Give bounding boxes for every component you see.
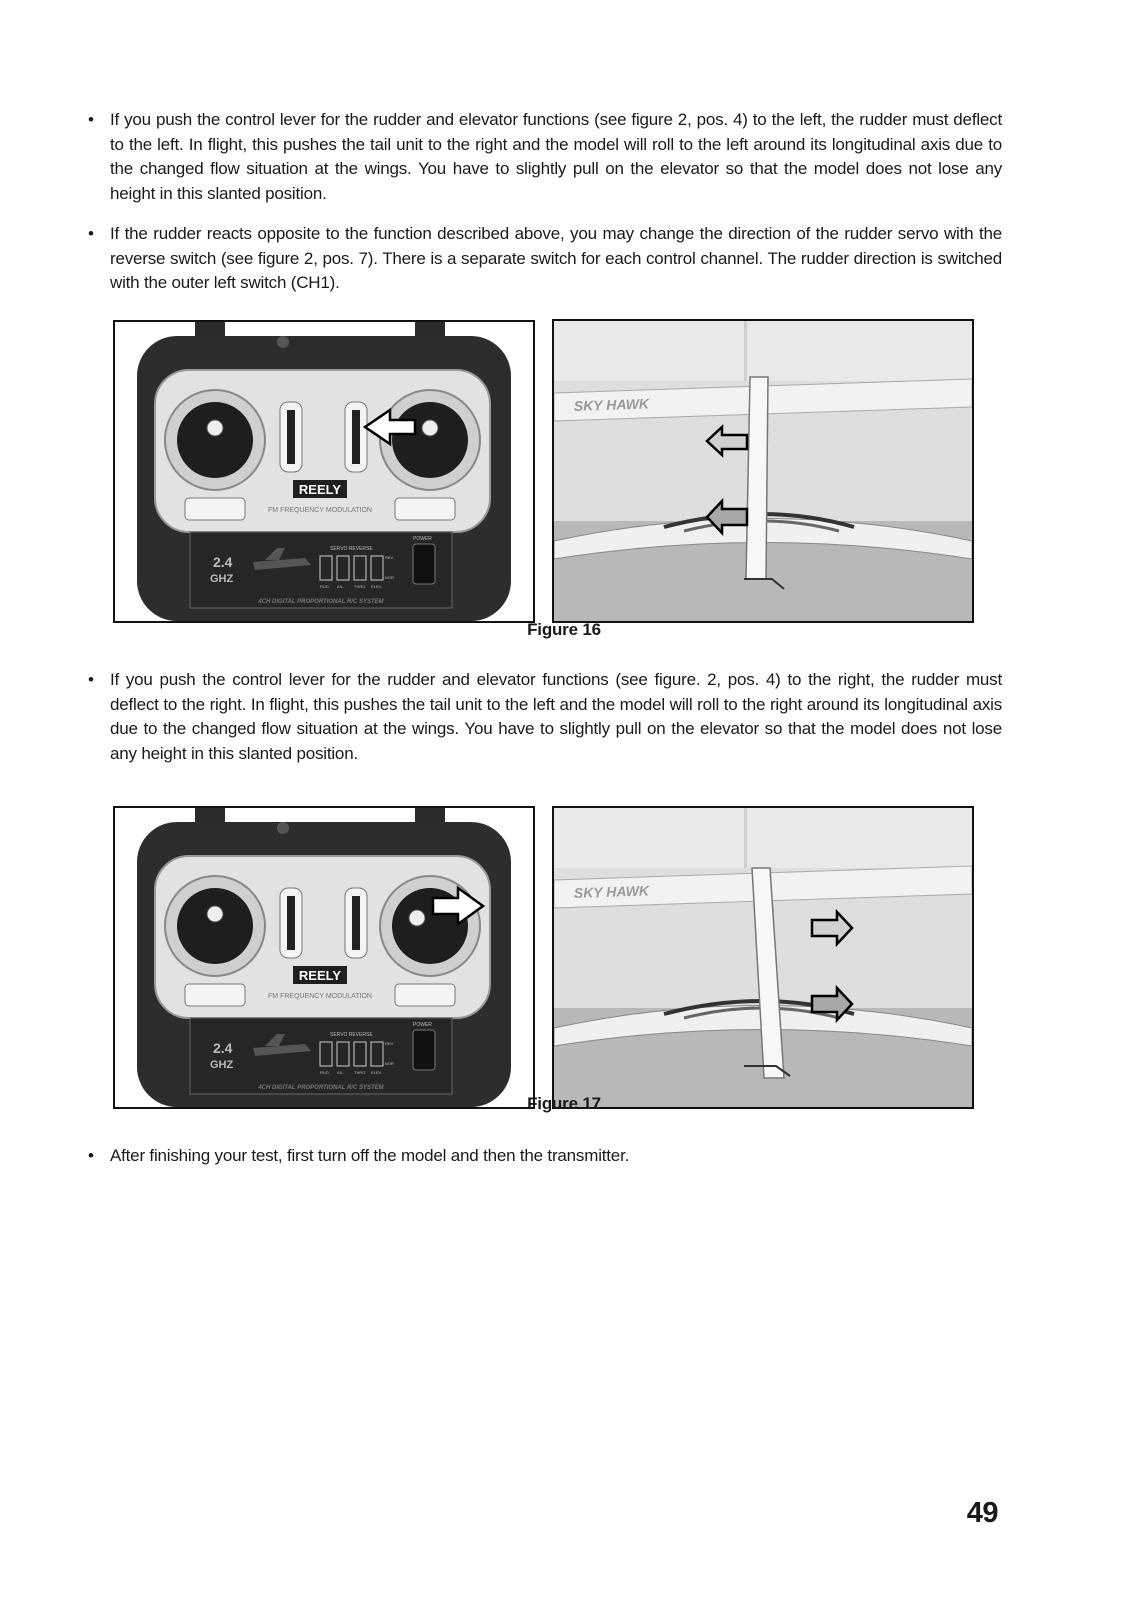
nor-label: NOR: [385, 575, 394, 580]
channel-label-thro: THRO: [354, 584, 366, 589]
bullet-marker: •: [88, 110, 94, 129]
band-label: FM FREQUENCY MODULATION: [268, 507, 372, 514]
paragraph-rudder-right: [88, 668, 1002, 766]
rev-label: REV: [385, 555, 394, 560]
paragraph-text: If you push the control lever for the rudder and elevator functions (see figure 2, pos. 4) to the left, the rudder must deflect to the left. In flight, this pushes the tail unit to the right and the model will roll to the left around its longitudinal axis due to the changed flow situation at the wings. You have to slightly pull on the elevator so that the model does not lose any height in this slanted position.: [110, 110, 1002, 203]
channel-label-ail: AIL.: [337, 584, 345, 589]
transmitter-illustration: [115, 322, 533, 621]
nor-label: NOR: [385, 1061, 394, 1066]
paragraph-reverse-switch: [88, 222, 1002, 296]
bullet-marker: •: [88, 670, 94, 689]
figure-17-transmitter-photo: [113, 806, 535, 1109]
channel-label-elev: ELEV.: [371, 1070, 382, 1075]
figure-16-transmitter-photo: [113, 320, 535, 623]
channel-label-thro: THRO: [354, 1070, 366, 1075]
power-label: POWER: [413, 1022, 432, 1028]
figure-16-model-photo: [552, 319, 974, 623]
transmitter-illustration: [115, 808, 533, 1107]
system-label: 4CH DIGITAL PROPORTIONAL R/C SYSTEM: [258, 1085, 384, 1091]
figure-17-caption: Figure 17: [527, 1094, 601, 1113]
frequency-top: 2.4: [213, 1040, 233, 1056]
frequency-unit: GHZ: [210, 1059, 234, 1071]
bullet-marker: •: [88, 224, 94, 243]
servo-reverse-label: SERVO REVERSE: [330, 546, 373, 552]
brand-logo-text: REELY: [298, 482, 342, 497]
channel-label-elev: ELEV.: [371, 584, 382, 589]
paragraph-text: If you push the control lever for the rudder and elevator functions (see figure. 2, pos. 4) to the right, the rudder must deflect to the right. In flight, this pushes the tail unit to the left and the model will roll to the right around its longitudinal axis due to the changed flow situation at the wings. You have to slightly pull on the elevator so that the model does not lose any height in this slanted position.: [110, 670, 1002, 763]
rudder-left-illustration: [554, 321, 972, 621]
paragraph-rudder-left: [88, 108, 1002, 206]
power-label: POWER: [413, 536, 432, 542]
figure-16-caption: Figure 16: [527, 620, 601, 639]
channel-label-rud: RUD.: [320, 1070, 330, 1075]
svg-text:SKY HAWK: SKY HAWK: [573, 882, 650, 901]
system-label: 4CH DIGITAL PROPORTIONAL R/C SYSTEM: [258, 599, 384, 605]
frequency-unit: GHZ: [210, 573, 234, 585]
frequency-top: 2.4: [213, 554, 233, 570]
channel-label-ail: AIL.: [337, 1070, 345, 1075]
svg-text:SKY HAWK: SKY HAWK: [573, 395, 650, 414]
page-number: 49: [966, 1497, 998, 1529]
bullet-marker: •: [88, 1146, 94, 1165]
servo-reverse-label: SERVO REVERSE: [330, 1032, 373, 1038]
paragraph-text: After finishing your test, first turn off the model and then the transmitter.: [110, 1146, 630, 1165]
paragraph-finish-test: [88, 1144, 1002, 1169]
paragraph-text: If the rudder reacts opposite to the function described above, you may change the direction of the rudder servo with the reverse switch (see figure 2, pos. 7). There is a separate switch for each control channel. The rudder direction is switched with the outer left switch (CH1).: [110, 224, 1002, 292]
channel-label-rud: RUD.: [320, 584, 330, 589]
band-label: FM FREQUENCY MODULATION: [268, 993, 372, 1000]
rudder-right-illustration: [554, 808, 972, 1107]
rev-label: REV: [385, 1041, 394, 1046]
figure-17-model-photo: [552, 806, 974, 1109]
brand-logo-text: REELY: [298, 968, 342, 983]
